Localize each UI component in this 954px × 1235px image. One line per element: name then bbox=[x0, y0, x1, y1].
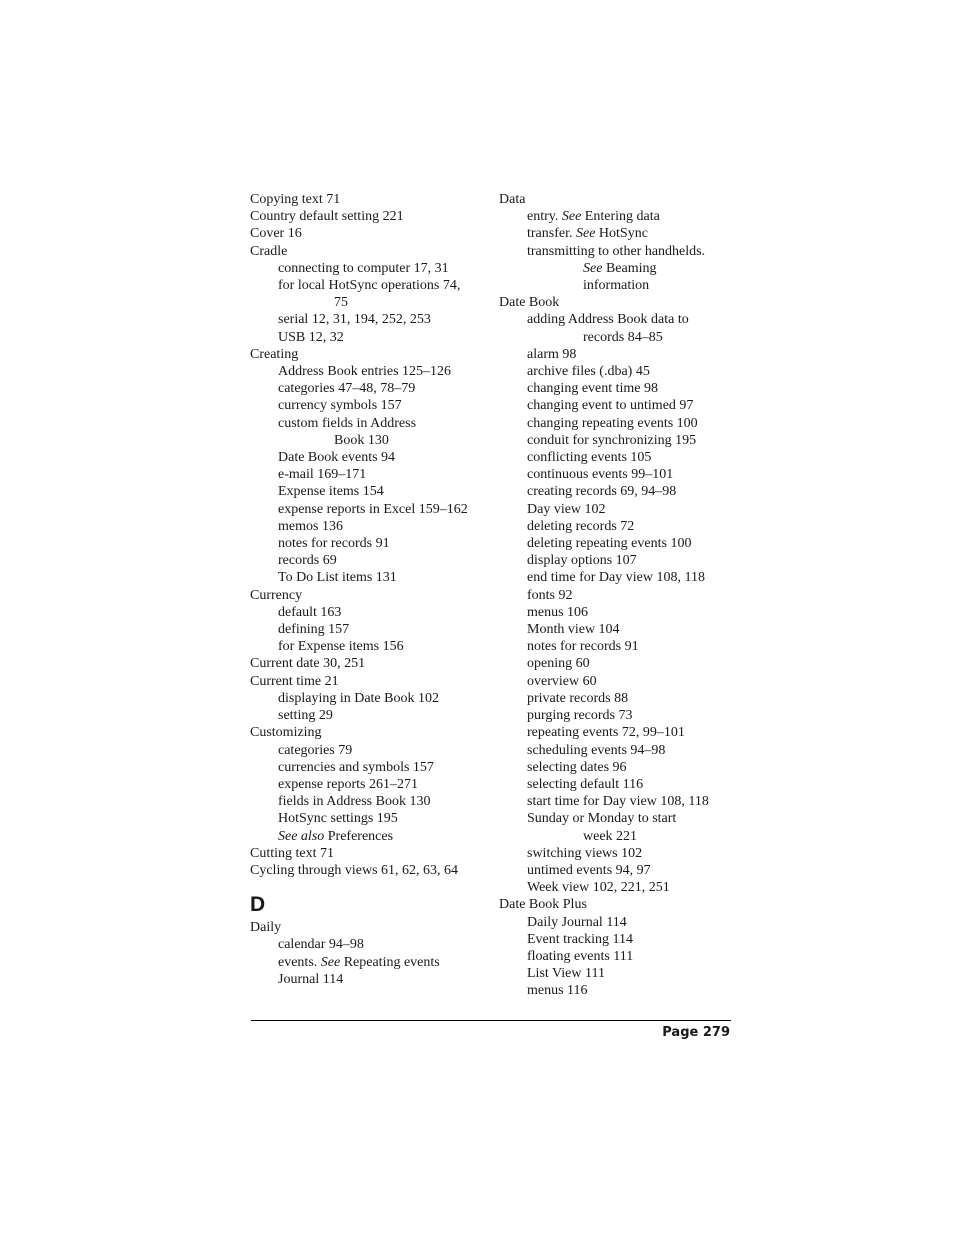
index-entry bbox=[499, 294, 739, 311]
index-subentry bbox=[499, 982, 739, 999]
index-subentry bbox=[499, 621, 739, 638]
entry-text: scheduling events 94–98 bbox=[527, 742, 666, 758]
entry-prefix: events. bbox=[278, 954, 321, 970]
entry-text: Current date 30, 251 bbox=[250, 656, 366, 672]
index-subentry bbox=[250, 828, 490, 845]
index-subentry bbox=[250, 954, 490, 971]
entry-text: fields in Address Book 130 bbox=[278, 794, 431, 810]
entry-text: Cover 16 bbox=[250, 226, 302, 242]
entry-text: menus 106 bbox=[527, 604, 589, 620]
index-subentry bbox=[499, 432, 739, 449]
index-subentry bbox=[250, 552, 490, 569]
entry-text: Book 130 bbox=[334, 432, 389, 448]
entry-text: creating records 69, 94–98 bbox=[527, 484, 677, 500]
entry-text: Date Book Plus bbox=[499, 897, 587, 913]
entry-text: alarm 98 bbox=[527, 346, 577, 362]
index-subentry bbox=[499, 483, 739, 500]
index-subentry bbox=[250, 638, 490, 655]
entry-text: custom fields in Address bbox=[278, 415, 417, 431]
cross-reference: See bbox=[583, 260, 603, 276]
index-subentry bbox=[250, 569, 490, 586]
entry-text: Data bbox=[499, 192, 526, 207]
index-subentry bbox=[499, 329, 739, 346]
index-subentry bbox=[499, 501, 739, 518]
index-subentry bbox=[499, 397, 739, 414]
index-column-right bbox=[499, 191, 739, 1000]
index-subentry bbox=[499, 466, 739, 483]
index-entry bbox=[250, 346, 490, 363]
entry-text: Daily Journal 114 bbox=[527, 914, 627, 930]
index-column-left bbox=[250, 191, 490, 988]
index-subentry bbox=[250, 483, 490, 500]
index-subentry bbox=[250, 415, 490, 432]
entry-text: Cycling through views 61, 62, 63, 64 bbox=[250, 862, 459, 878]
entry-text: Country default setting 221 bbox=[250, 209, 404, 225]
entry-text: Day view 102 bbox=[527, 501, 606, 517]
entry-text: categories 47–48, 78–79 bbox=[278, 381, 416, 397]
index-subentry bbox=[499, 638, 739, 655]
entry-text: Copying text 71 bbox=[250, 192, 341, 207]
entry-text: overview 60 bbox=[527, 673, 597, 689]
entry-text: Daily bbox=[250, 920, 282, 936]
entry-text: connecting to computer 17, 31 bbox=[278, 260, 449, 276]
index-subentry bbox=[499, 828, 739, 845]
index-subentry bbox=[250, 759, 490, 776]
index-subentry bbox=[250, 742, 490, 759]
index-subentry bbox=[499, 673, 739, 690]
index-subentry bbox=[250, 776, 490, 793]
index-subentry bbox=[250, 397, 490, 414]
index-subentry bbox=[499, 449, 739, 466]
entry-text: selecting default 116 bbox=[527, 776, 644, 792]
entry-text: Journal 114 bbox=[278, 971, 344, 987]
index-subentry bbox=[499, 759, 739, 776]
index-subentry bbox=[250, 294, 490, 311]
entry-text: default 163 bbox=[278, 604, 342, 620]
index-subentry bbox=[499, 260, 739, 277]
index-subentry bbox=[499, 879, 739, 896]
entry-text: Customizing bbox=[250, 725, 322, 741]
index-subentry bbox=[499, 243, 739, 260]
index-entry bbox=[250, 191, 490, 208]
index-subentry bbox=[499, 277, 739, 294]
index-entry bbox=[250, 919, 490, 936]
entry-text: untimed events 94, 97 bbox=[527, 862, 651, 878]
entry-text: USB 12, 32 bbox=[278, 329, 344, 345]
index-subentry bbox=[250, 311, 490, 328]
entry-text: private records 88 bbox=[527, 690, 629, 706]
entry-text: Repeating events bbox=[340, 954, 440, 970]
entry-text: notes for records 91 bbox=[527, 639, 639, 655]
index-subentry bbox=[499, 346, 739, 363]
cross-reference: See bbox=[575, 226, 596, 242]
index-entry bbox=[499, 896, 739, 913]
entry-text: defining 157 bbox=[278, 622, 350, 638]
index-subentry bbox=[499, 587, 739, 604]
index-subentry bbox=[499, 690, 739, 707]
index-subentry bbox=[250, 260, 490, 277]
index-subentry bbox=[499, 655, 739, 672]
entry-text: opening 60 bbox=[527, 656, 590, 672]
index-subentry bbox=[499, 931, 739, 948]
entry-text: selecting dates 96 bbox=[527, 759, 627, 775]
entry-text: records 84–85 bbox=[583, 329, 663, 345]
entry-text: adding Address Book data to bbox=[527, 312, 689, 328]
entry-text: Event tracking 114 bbox=[527, 931, 634, 947]
entry-text: conflicting events 105 bbox=[527, 450, 652, 466]
index-subentry bbox=[499, 311, 739, 328]
entry-text: conduit for synchronizing 195 bbox=[527, 432, 697, 448]
index-subentry bbox=[499, 518, 739, 535]
index-subentry bbox=[250, 621, 490, 638]
page-number: Page 279 bbox=[662, 1025, 730, 1040]
entry-text: start time for Day view 108, 118 bbox=[527, 794, 709, 810]
entry-text: Date Book events 94 bbox=[278, 450, 396, 466]
index-entry bbox=[250, 243, 490, 260]
entry-text: for Expense items 156 bbox=[278, 639, 404, 655]
index-subentry bbox=[499, 552, 739, 569]
index-subentry bbox=[250, 363, 490, 380]
entry-text: currency symbols 157 bbox=[278, 398, 402, 414]
entry-text: List View 111 bbox=[527, 966, 605, 982]
entry-text: HotSync bbox=[595, 226, 648, 242]
index-subentry bbox=[499, 793, 739, 810]
entry-text: currencies and symbols 157 bbox=[278, 759, 434, 775]
entry-text: changing event time 98 bbox=[527, 381, 659, 397]
entry-text: menus 116 bbox=[527, 983, 588, 999]
index-subentry bbox=[499, 225, 739, 242]
entry-text: information bbox=[583, 278, 650, 294]
entry-text: 75 bbox=[334, 295, 348, 311]
index-subentry bbox=[250, 690, 490, 707]
index-subentry bbox=[250, 277, 490, 294]
index-subentry bbox=[250, 466, 490, 483]
index-subentry bbox=[499, 208, 739, 225]
entry-text: Cutting text 71 bbox=[250, 845, 334, 861]
entry-text: expense reports 261–271 bbox=[278, 776, 418, 792]
entry-text: notes for records 91 bbox=[278, 536, 390, 552]
index-subentry bbox=[499, 415, 739, 432]
entry-text: displaying in Date Book 102 bbox=[278, 690, 439, 706]
index-subentry bbox=[499, 914, 739, 931]
entry-text: Sunday or Monday to start bbox=[527, 811, 677, 827]
entry-text: deleting records 72 bbox=[527, 518, 635, 534]
index-subentry bbox=[250, 793, 490, 810]
entry-text: archive files (.dba) 45 bbox=[527, 364, 650, 380]
index-entry bbox=[250, 845, 490, 862]
entry-text: setting 29 bbox=[278, 708, 333, 724]
index-subentry bbox=[250, 449, 490, 466]
index-entry bbox=[250, 208, 490, 225]
index-letter-heading: D bbox=[250, 893, 266, 917]
index-entry bbox=[250, 225, 490, 242]
index-subentry bbox=[499, 724, 739, 741]
entry-text: repeating events 72, 99–101 bbox=[527, 725, 685, 741]
entry-prefix: transfer. bbox=[527, 226, 576, 242]
index-subentry bbox=[499, 742, 739, 759]
index-subentry bbox=[250, 432, 490, 449]
entry-text: switching views 102 bbox=[527, 845, 643, 861]
index-subentry bbox=[250, 501, 490, 518]
index-subentry bbox=[250, 707, 490, 724]
entry-text: Currency bbox=[250, 587, 303, 603]
index-subentry bbox=[250, 380, 490, 397]
entry-text: purging records 73 bbox=[527, 708, 633, 724]
index-subentry bbox=[250, 936, 490, 953]
index-subentry bbox=[499, 810, 739, 827]
entry-text: memos 136 bbox=[278, 518, 343, 534]
index-subentry bbox=[250, 604, 490, 621]
index-subentry bbox=[499, 948, 739, 965]
cross-reference: See bbox=[561, 209, 582, 225]
entry-text: Preferences bbox=[324, 828, 394, 844]
entry-text: for local HotSync operations 74, bbox=[278, 278, 461, 294]
entry-text: end time for Day view 108, 118 bbox=[527, 570, 705, 586]
entry-text: week 221 bbox=[583, 828, 638, 844]
entry-text: Date Book bbox=[499, 295, 560, 311]
entry-text: Entering data bbox=[581, 209, 660, 225]
entry-text: Creating bbox=[250, 346, 299, 362]
cross-reference: See also bbox=[278, 828, 325, 844]
index-subentry bbox=[250, 329, 490, 346]
index-subentry bbox=[499, 380, 739, 397]
cross-reference: See bbox=[320, 954, 341, 970]
index-entry bbox=[250, 587, 490, 604]
index-subentry bbox=[499, 569, 739, 586]
entry-text: serial 12, 31, 194, 252, 253 bbox=[278, 312, 431, 328]
entry-text: Month view 104 bbox=[527, 622, 620, 638]
entry-text: Address Book entries 125–126 bbox=[278, 364, 452, 380]
index-subentry bbox=[499, 363, 739, 380]
index-subentry bbox=[499, 862, 739, 879]
index-subentry bbox=[499, 965, 739, 982]
entry-text: Expense items 154 bbox=[278, 484, 384, 500]
entry-text: e-mail 169–171 bbox=[278, 467, 367, 483]
entry-text: floating events 111 bbox=[527, 948, 634, 964]
entry-text: expense reports in Excel 159–162 bbox=[278, 501, 468, 517]
entry-text: changing repeating events 100 bbox=[527, 415, 698, 431]
index-entry bbox=[499, 191, 739, 208]
index-subentry bbox=[250, 810, 490, 827]
entry-text: calendar 94–98 bbox=[278, 937, 364, 953]
index-entry bbox=[250, 862, 490, 879]
index-subentry bbox=[250, 971, 490, 988]
index-subentry bbox=[250, 535, 490, 552]
entry-text: deleting repeating events 100 bbox=[527, 536, 692, 552]
entry-text: categories 79 bbox=[278, 742, 353, 758]
entry-text: transmitting to other handhelds. bbox=[527, 243, 706, 259]
index-subentry bbox=[499, 604, 739, 621]
index-subentry bbox=[499, 707, 739, 724]
entry-text: records 69 bbox=[278, 553, 337, 569]
entry-text: Week view 102, 221, 251 bbox=[527, 880, 670, 896]
entry-text: To Do List items 131 bbox=[278, 570, 397, 586]
index-entry bbox=[250, 724, 490, 741]
index-subentry bbox=[499, 535, 739, 552]
index-entry bbox=[250, 655, 490, 672]
entry-text: HotSync settings 195 bbox=[278, 811, 398, 827]
entry-text: continuous events 99–101 bbox=[527, 467, 674, 483]
index-subentry bbox=[499, 776, 739, 793]
entry-prefix: entry. bbox=[527, 209, 562, 225]
index-subentry bbox=[250, 518, 490, 535]
index-entry bbox=[250, 673, 490, 690]
footer-rule bbox=[251, 1020, 731, 1021]
index-subentry bbox=[499, 845, 739, 862]
entry-text: Cradle bbox=[250, 243, 288, 259]
entry-text: changing event to untimed 97 bbox=[527, 398, 694, 414]
entry-text: display options 107 bbox=[527, 553, 637, 569]
entry-text: fonts 92 bbox=[527, 587, 573, 603]
entry-text: Beaming bbox=[602, 260, 657, 276]
entry-text: Current time 21 bbox=[250, 673, 339, 689]
